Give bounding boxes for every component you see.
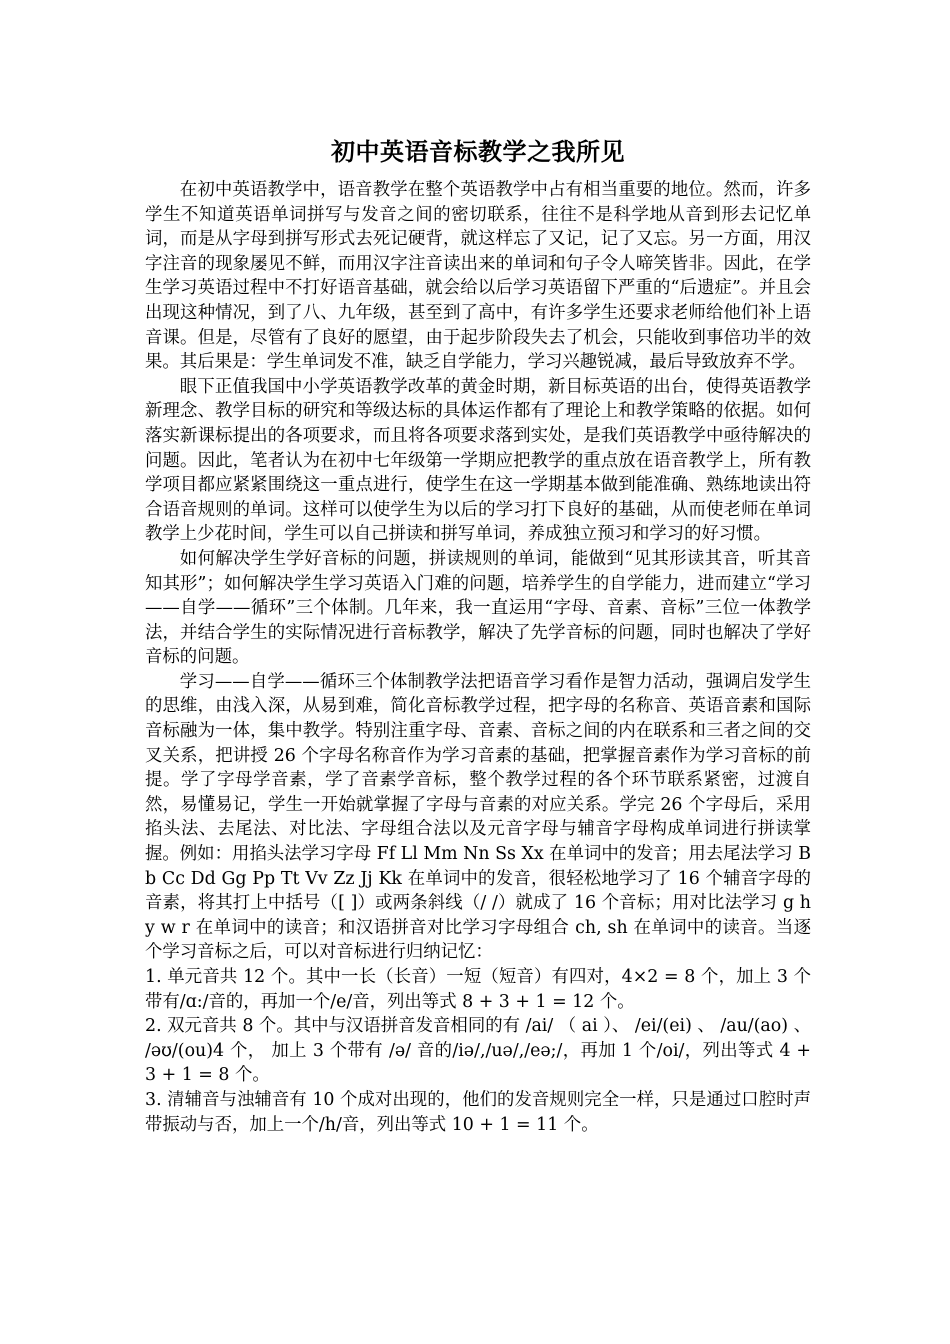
paragraph-method-detail: 学习——自学——循环三个体制教学法把语音学习看作是智力活动，强调启发学生的思维，由浅入深，从易到难，简化音标教学过程，把字母的名称音、英语音素和国际音标融为一体，集中教学。特别注重字母、音素、音标之间的内在联系和三者之间的交叉关系，把讲授 26 个字母名称音作为学习音素的基础，把掌握音素作为学习音标的前提。学了字母学音素，学了音素学音标，整个教学过程的各个环节联系紧密，过渡自然，易懂易记，学生一开始就掌握了字母与音素的对应关系。学完 26 个字母后，采用掐头法、去尾法、对比法、字母组合法以及元音字母与辅音字母构成单词进行拼读掌握。例如：用掐头法学习字母 Ff Ll Mm Nn Ss Xx 在单词中的发音；用去尾法学习 Bb Cc Dd Gg Pp Tt Vv Zz Jj Kk 在单词中的发音，很轻松地学习了 16 个辅音字母的音素，将其打上中括号（[ ]）或两条斜线（/ /）就成了 16 个音标；用对比法学习 g h y w r 在单词中的读音；和汉语拼音对比学习字母组合 ch, sh 在单词中的读音。当逐个学习音标之后，可以对音标进行归纳记忆： xyxy=(145,671,811,963)
list-item-diphthongs: 2. 双元音共 8 个。其中与汉语拼音发音相同的有 /ai/ （ ai ）、 /ei/(ei) 、 /au/(ao) 、 /əʊ/(ou)4 个， 加上 3 个带有 /ə/ 音的/iə/,/uə/,/eə;/，再加 1 个/oi/，列出等式 4 + 3 + 1 = 8 个。 xyxy=(145,1016,811,1086)
paragraph-method-question: 如何解决学生学好音标的问题，拼读规则的单词，能做到“见其形读其音，听其音知其形”；如何解决学生学习英语入门难的问题，培养学生的自学能力，进而建立“学习——自学——循环”三个体制。几年来，我一直运用“字母、音素、音标”三位一体教学法，并结合学生的实际情况进行音标教学，解决了先学音标的问题，同时也解决了学好音标的问题。 xyxy=(145,548,811,668)
list-item-monophthongs: 1. 单元音共 12 个。其中一长（长音）一短（短音）有四对，4×2 = 8 个，加上 3 个带有/ɑ:/音的，再加一个/e/音，列出等式 8 + 3 + 1 = 12 个。 xyxy=(145,967,811,1012)
document-page xyxy=(145,132,811,1137)
paragraph-intro: 在初中英语教学中，语音教学在整个英语教学中占有相当重要的地位。然而，许多学生不知道英语单词拼写与发音之间的密切联系，往往不是科学地从音到形去记忆单词，而是从字母到拼写形式去死记硬背，就这样忘了又记，记了又忘。另一方面，用汉字注音的现象屡见不鲜，而用汉字注音读出来的单词和句子令人啼笑皆非。因此，在学生学习英语过程中不打好语音基础，就会给以后学习英语留下严重的“后遗症”。并且会出现这种情况，到了八、九年级，甚至到了高中，有许多学生还要求老师给他们补上语音课。但是，尽管有了良好的愿望，由于起步阶段失去了机会，只能收到事倍功半的效果。其后果是：学生单词发不准，缺乏自学能力，学习兴趣锐减，最后导致放弃不学。 xyxy=(145,180,811,373)
list-item-consonants: 3. 清辅音与浊辅音有 10 个成对出现的，他们的发音规则完全一样，只是通过口腔时声带振动与否，加上一个/h/音，列出等式 10 + 1 = 11 个。 xyxy=(145,1089,811,1135)
paragraph-reform: 眼下正值我国中小学英语教学改革的黄金时期，新目标英语的出台，使得英语教学新理念、教学目标的研究和等级达标的具体运作都有了理论上和教学策略的依据。如何落实新课标提出的各项要求，而且将各项要求落到实处，是我们英语教学中亟待解决的问题。因此，笔者认为在初中七年级第一学期应把教学的重点放在语音教学上，所有教学项目都应紧紧围绕这一重点进行，使学生在这一学期基本做到能准确、熟练地读出符合语音规则的单词。这样可以使学生为以后的学习打下良好的基础，从而使老师在单词教学上少花时间，学生可以自己拼读和拼写单词，养成独立预习和学习的好习惯。 xyxy=(145,376,811,545)
document-title: 初中英语音标教学之我所见 xyxy=(331,137,625,166)
